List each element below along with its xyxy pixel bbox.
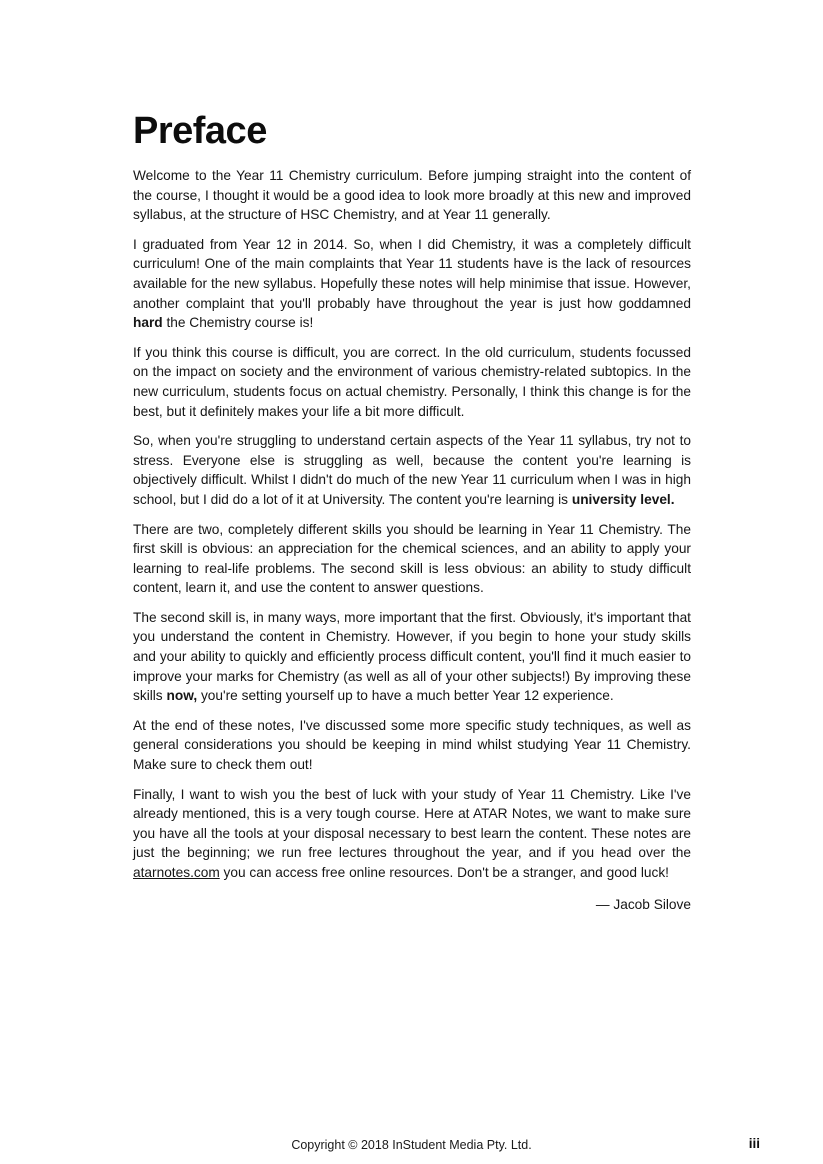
preface-paragraph-8: [133, 785, 691, 883]
text-run: Finally, I want to wish you the best of luck with your study of Year 11 Chemistry. Like I've already mentioned, this is a very tough course. Here at ATAR Notes, we want to make sure you have all the tools at your disposal necessary to best learn the content. These notes are just the beginning; we run free lectures throughout the year, and if you head over the: [133, 786, 691, 861]
preface-paragraph-1: [133, 166, 691, 225]
atarnotes-link[interactable]: atarnotes.com: [133, 865, 220, 880]
text-run: you can access free online resources. Don't be a stranger, and good luck!: [219, 865, 669, 880]
emphasized-text: hard: [133, 315, 163, 331]
emphasized-text: university level.: [571, 491, 675, 507]
text-run: The second skill is, in many ways, more important that the first. Obviously, it's important that you understand the content in Chemistry. However, if you begin to hone your study skills and your ability to quickly and efficiently process difficult content, you'll find it much easier to improve your marks for Chemistry (as well as all of your other subjects!) By improving these skills: [133, 609, 691, 704]
emphasized-text: now,: [166, 688, 198, 704]
preface-paragraph-6: [133, 608, 691, 706]
text-run: I graduated from Year 12 in 2014. So, when I did Chemistry, it was a completely difficult curriculum! One of the main complaints that Year 11 students have is the lack of resources available for the new syllabus. Hopefully these notes will help minimise that issue. However, another complaint that you'll probably have throughout the year is just how goddamned: [133, 236, 691, 311]
preface-paragraph-4: [133, 431, 691, 509]
text-run: Welcome to the Year 11 Chemistry curriculum. Before jumping straight into the content of the course, I thought it would be a good idea to look more broadly at this new and improved syllabus, at the structure of HSC Chemistry, and at Year 11 generally.: [133, 168, 691, 223]
text-run: the Chemistry course is!: [162, 315, 314, 331]
text-run: At the end of these notes, I've discussed some more specific study techniques, as well as general considerations you should be keeping in mind whilst studying Year 11 Chemistry. Make sure to check them out!: [133, 717, 691, 773]
preface-paragraph-2: [133, 235, 691, 333]
page-title: Preface: [133, 110, 267, 152]
footer-copyright: Copyright © 2018 InStudent Media Pty. Ltd.: [291, 1138, 532, 1152]
preface-body: [133, 166, 691, 883]
text-run: If you think this course is difficult, you are correct. In the old curriculum, students focussed on the impact on society and the environment of various chemistry-related subtopics. In the new curriculum, students focus on actual chemistry. Personally, I think this change is for the best, but it definitely makes your life a bit more difficult.: [133, 344, 691, 419]
text-run: So, when you're struggling to understand certain aspects of the Year 11 syllabus, try not to stress. Everyone else is struggling as well, because the content you're learning is objectively difficult. Whilst I didn't do much of the new Year 11 curriculum when I was in high school, but I did do a lot of it at University. The content you're learning is: [133, 433, 691, 507]
preface-paragraph-7: [133, 716, 691, 775]
author-signature: — Jacob Silove: [595, 896, 691, 912]
preface-paragraph-3: [133, 343, 691, 421]
preface-section: [133, 109, 691, 914]
preface-paragraph-5: [133, 520, 691, 598]
footer-page-number: iii: [748, 1136, 760, 1151]
text-run: There are two, completely different skills you should be learning in Year 11 Chemistry. The first skill is obvious: an appreciation for the chemical sciences, and an ability to apply your learning to real-life problems. The second skill is less obvious: an ability to study difficult content, learn it, and use the content to answer questions.: [133, 521, 691, 596]
text-run: you're setting yourself up to have a much better Year 12 experience.: [197, 688, 614, 704]
